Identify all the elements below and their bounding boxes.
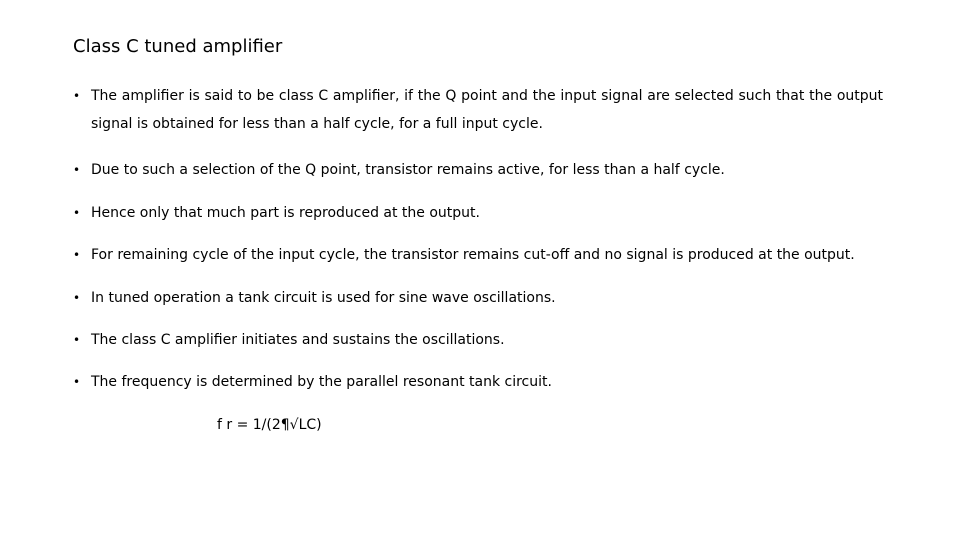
bullet-text: The amplifier is said to be class C amplifier, if the Q point and the input signal are selected such that the output signal is obtained for less than a half cycle, for a full input cycle. — [91, 88, 883, 132]
bullet-item — [73, 241, 893, 269]
bullet-item — [73, 326, 893, 354]
bullet-dot-icon: • — [73, 89, 81, 103]
bullet-item — [73, 284, 893, 312]
bullet-item — [73, 368, 893, 396]
bullet-dot-icon: • — [73, 248, 81, 262]
bullet-item — [73, 199, 893, 227]
bullet-dot-icon: • — [73, 333, 81, 347]
bullet-text: In tuned operation a tank circuit is used for sine wave oscillations. — [91, 290, 556, 306]
slide-title: Class C tuned amplifier — [73, 36, 283, 57]
bullet-dot-icon: • — [73, 163, 81, 177]
bullet-text: For remaining cycle of the input cycle, the transistor remains cut-off and no signal is produced at the output. — [91, 247, 855, 263]
bullet-item — [73, 82, 893, 138]
bullet-text: The frequency is determined by the parallel resonant tank circuit. — [91, 374, 552, 390]
bullet-item — [73, 156, 893, 184]
bullet-text: Hence only that much part is reproduced at the output. — [91, 205, 480, 221]
bullet-dot-icon: • — [73, 375, 81, 389]
bullet-dot-icon: • — [73, 206, 81, 220]
resonant-frequency-formula: f r = 1/(2¶√LC) — [217, 417, 322, 433]
bullet-dot-icon: • — [73, 291, 81, 305]
bullet-text: Due to such a selection of the Q point, transistor remains active, for less than a half cycle. — [91, 162, 725, 178]
bullet-text: The class C amplifier initiates and sustains the oscillations. — [91, 332, 505, 348]
